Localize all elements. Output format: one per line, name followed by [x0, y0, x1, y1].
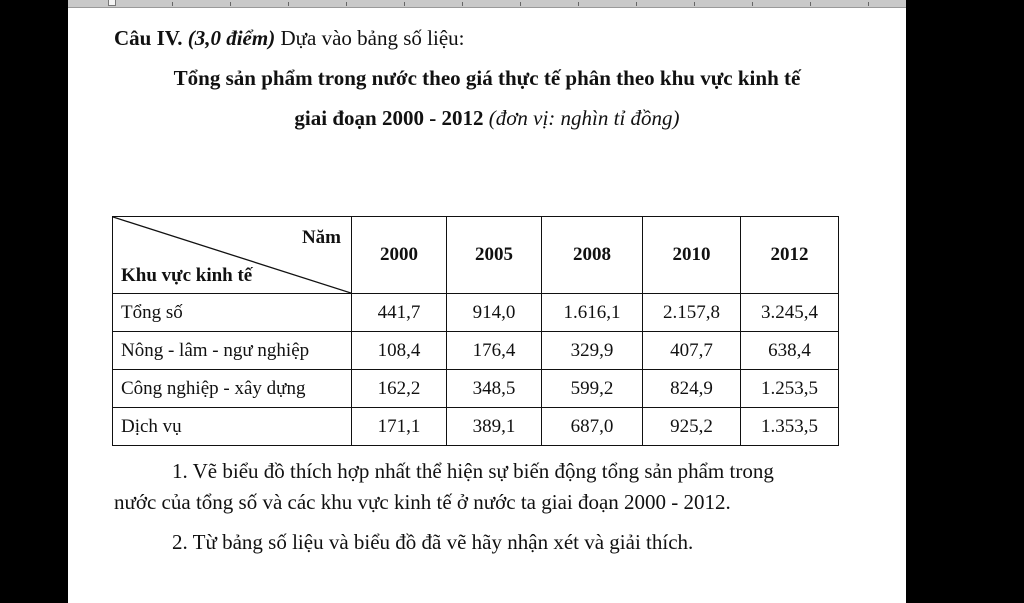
table-cell: 176,4	[447, 332, 542, 370]
table-cell: 1.253,5	[741, 370, 839, 408]
table-cell: 407,7	[643, 332, 741, 370]
ruler-tick	[230, 2, 231, 6]
corner-label-year: Năm	[301, 227, 341, 248]
indent-marker[interactable]	[108, 0, 116, 6]
table-cell: 3.245,4	[741, 294, 839, 332]
table-title-unit: (đơn vị: nghìn tỉ đồng)	[488, 106, 680, 130]
question-label: Câu IV.	[114, 26, 183, 50]
question-heading	[114, 26, 464, 51]
year-header: 2005	[447, 217, 542, 294]
table-cell: 108,4	[352, 332, 447, 370]
ruler-tick	[694, 2, 695, 6]
ruler-tick	[172, 2, 173, 6]
ruler-tick	[520, 2, 521, 6]
ruler-tick	[636, 2, 637, 6]
table-cell: 171,1	[352, 408, 447, 446]
task-2: 2. Từ bảng số liệu và biểu đồ đã vẽ hãy nhận xét và giải thích.	[172, 530, 694, 554]
ruler-tick	[462, 2, 463, 6]
gdp-table	[112, 216, 839, 446]
ruler-tick	[578, 2, 579, 6]
table-row	[113, 370, 839, 408]
table-corner-cell	[113, 217, 352, 294]
question-intro: Dựa vào bảng số liệu:	[280, 26, 465, 50]
table-header-row	[113, 217, 839, 294]
table-cell: 162,2	[352, 370, 447, 408]
task-1-line-1: 1. Vẽ biểu đồ thích hợp nhất thể hiện sự biến động tổng sản phẩm trong	[172, 459, 774, 483]
ruler-tick	[288, 2, 289, 6]
year-header: 2000	[352, 217, 447, 294]
ruler-tick	[346, 2, 347, 6]
table-title-line2	[68, 106, 906, 131]
table-cell: 2.157,8	[643, 294, 741, 332]
table-cell: 914,0	[447, 294, 542, 332]
table-cell: 925,2	[643, 408, 741, 446]
ruler-tick	[868, 2, 869, 6]
table-cell: 329,9	[542, 332, 643, 370]
row-label: Công nghiệp - xây dựng	[113, 370, 352, 408]
table-cell: 389,1	[447, 408, 542, 446]
table-row	[113, 408, 839, 446]
year-header: 2010	[643, 217, 741, 294]
year-header: 2008	[542, 217, 643, 294]
ruler-tick	[404, 2, 405, 6]
row-label: Tổng số	[113, 294, 352, 332]
task-1-line-2: nước của tổng số và các khu vực kinh tế ở nước ta giai đoạn 2000 - 2012.	[114, 490, 731, 514]
table-title-line1: Tổng sản phẩm trong nước theo giá thực tế phân theo khu vực kinh tế	[173, 66, 801, 90]
table-cell: 441,7	[352, 294, 447, 332]
row-label: Dịch vụ	[113, 408, 352, 446]
table-cell: 1.616,1	[542, 294, 643, 332]
table-row	[113, 332, 839, 370]
document-ruler[interactable]	[68, 0, 906, 8]
table-cell: 348,5	[447, 370, 542, 408]
ruler-tick	[810, 2, 811, 6]
corner-label-sector: Khu vực kinh tế	[121, 265, 253, 286]
table-title-years: giai đoạn 2000 - 2012	[294, 106, 484, 130]
table-cell: 638,4	[741, 332, 839, 370]
document-page[interactable]	[68, 8, 906, 603]
table-cell: 599,2	[542, 370, 643, 408]
question-points: (3,0 điểm)	[187, 26, 276, 50]
year-header: 2012	[741, 217, 839, 294]
table-cell: 1.353,5	[741, 408, 839, 446]
table-row	[113, 294, 839, 332]
table-cell: 687,0	[542, 408, 643, 446]
ruler-tick	[752, 2, 753, 6]
table-cell: 824,9	[643, 370, 741, 408]
row-label: Nông - lâm - ngư nghiệp	[113, 332, 352, 370]
